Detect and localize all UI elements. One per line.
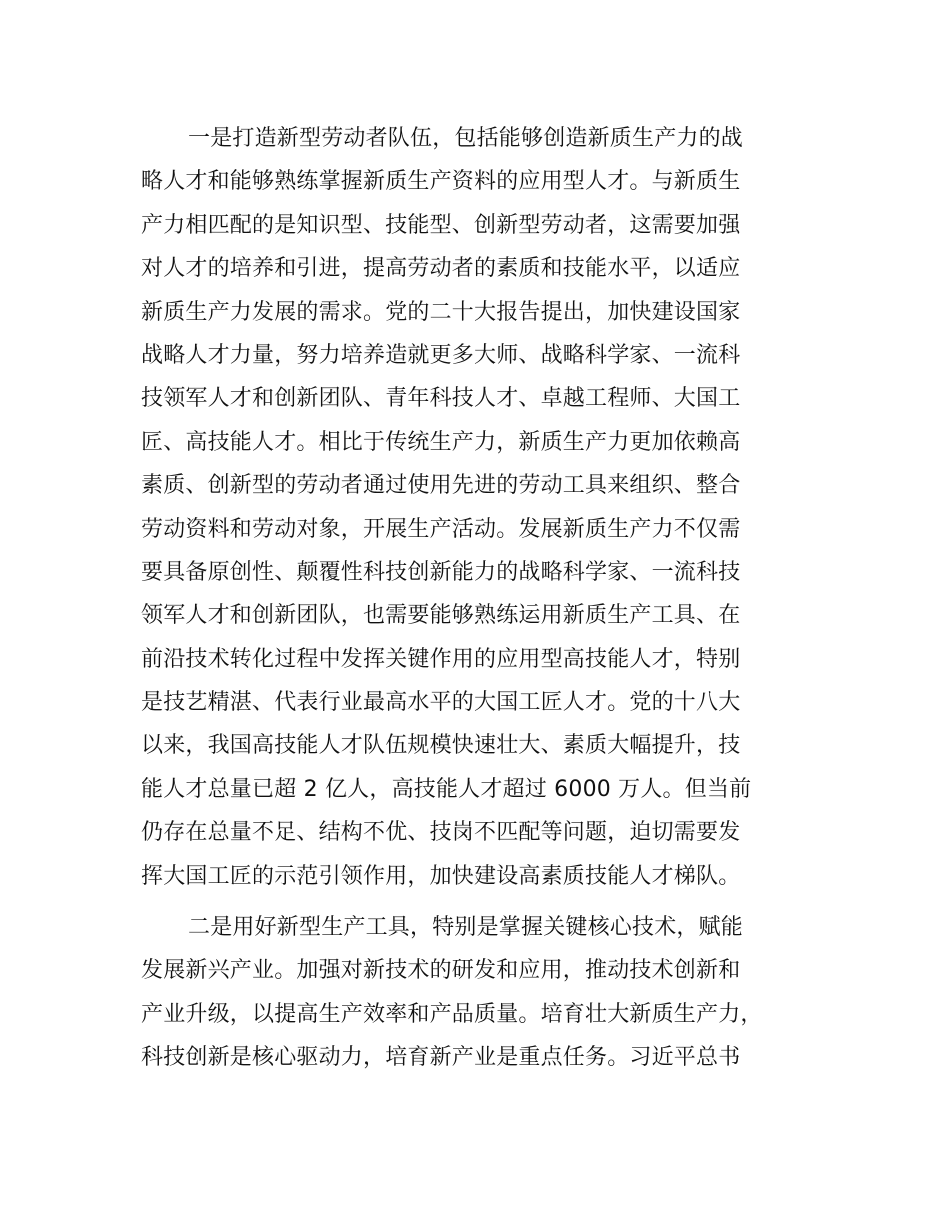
text-line: 能人才总量已超 2 亿人，高技能人才超过 6000 万人。但当前 xyxy=(141,776,752,802)
text-line: 挥大国工匠的示范引领作用，加快建设高素质技能人才梯队。 xyxy=(141,863,741,889)
text-line: 产力相匹配的是知识型、技能型、创新型劳动者，这需要加强 xyxy=(141,212,741,238)
text-line: 产业升级，以提高生产效率和产品质量。培育壮大新质生产力， xyxy=(141,1001,763,1027)
body-text xyxy=(141,117,841,1080)
paragraph-2 xyxy=(141,906,841,1080)
text-line: 对人才的培养和引进，提高劳动者的素质和技能水平，以适应 xyxy=(141,256,741,282)
text-line: 前沿技术转化过程中发挥关键作用的应用型高技能人才，特别 xyxy=(141,646,741,672)
text-line: 素质、创新型的劳动者通过使用先进的劳动工具来组织、整合 xyxy=(141,473,741,499)
text-line: 一是打造新型劳动者队伍，包括能够创造新质生产力的战 xyxy=(188,126,744,151)
text-line: 二是用好新型生产工具，特别是掌握关键核心技术，赋能 xyxy=(188,915,744,941)
text-line: 仍存在总量不足、结构不优、技岗不匹配等问题，迫切需要发 xyxy=(141,820,741,846)
text-line: 战略人才力量，努力培养造就更多大师、战略科学家、一流科 xyxy=(141,342,741,368)
text-line: 发展新兴产业。加强对新技术的研发和应用，推动技术创新和 xyxy=(141,958,741,984)
text-line: 劳动资料和劳动对象，开展生产活动。发展新质生产力不仅需 xyxy=(141,516,741,542)
text-line: 技领军人才和创新团队、青年科技人才、卓越工程师、大国工 xyxy=(141,386,741,412)
text-line: 匠、高技能人才。相比于传统生产力，新质生产力更加依赖高 xyxy=(141,429,741,455)
text-line: 领军人才和创新团队，也需要能够熟练运用新质生产工具、在 xyxy=(141,603,741,629)
text-line: 新质生产力发展的需求。党的二十大报告提出，加快建设国家 xyxy=(141,299,741,325)
text-line: 要具备原创性、颠覆性科技创新能力的战略科学家、一流科技 xyxy=(141,559,741,585)
paragraph-1 xyxy=(141,117,841,898)
text-line: 是技艺精湛、代表行业最高水平的大国工匠人才。党的十八大 xyxy=(141,690,741,716)
text-line: 略人才和能够熟练掌握新质生产资料的应用型人才。与新质生 xyxy=(141,169,741,195)
text-line: 科技创新是核心驱动力，培育新产业是重点任务。习近平总书 xyxy=(141,1045,741,1071)
text-line: 以来，我国高技能人才队伍规模快速壮大、素质大幅提升，技 xyxy=(141,733,741,759)
